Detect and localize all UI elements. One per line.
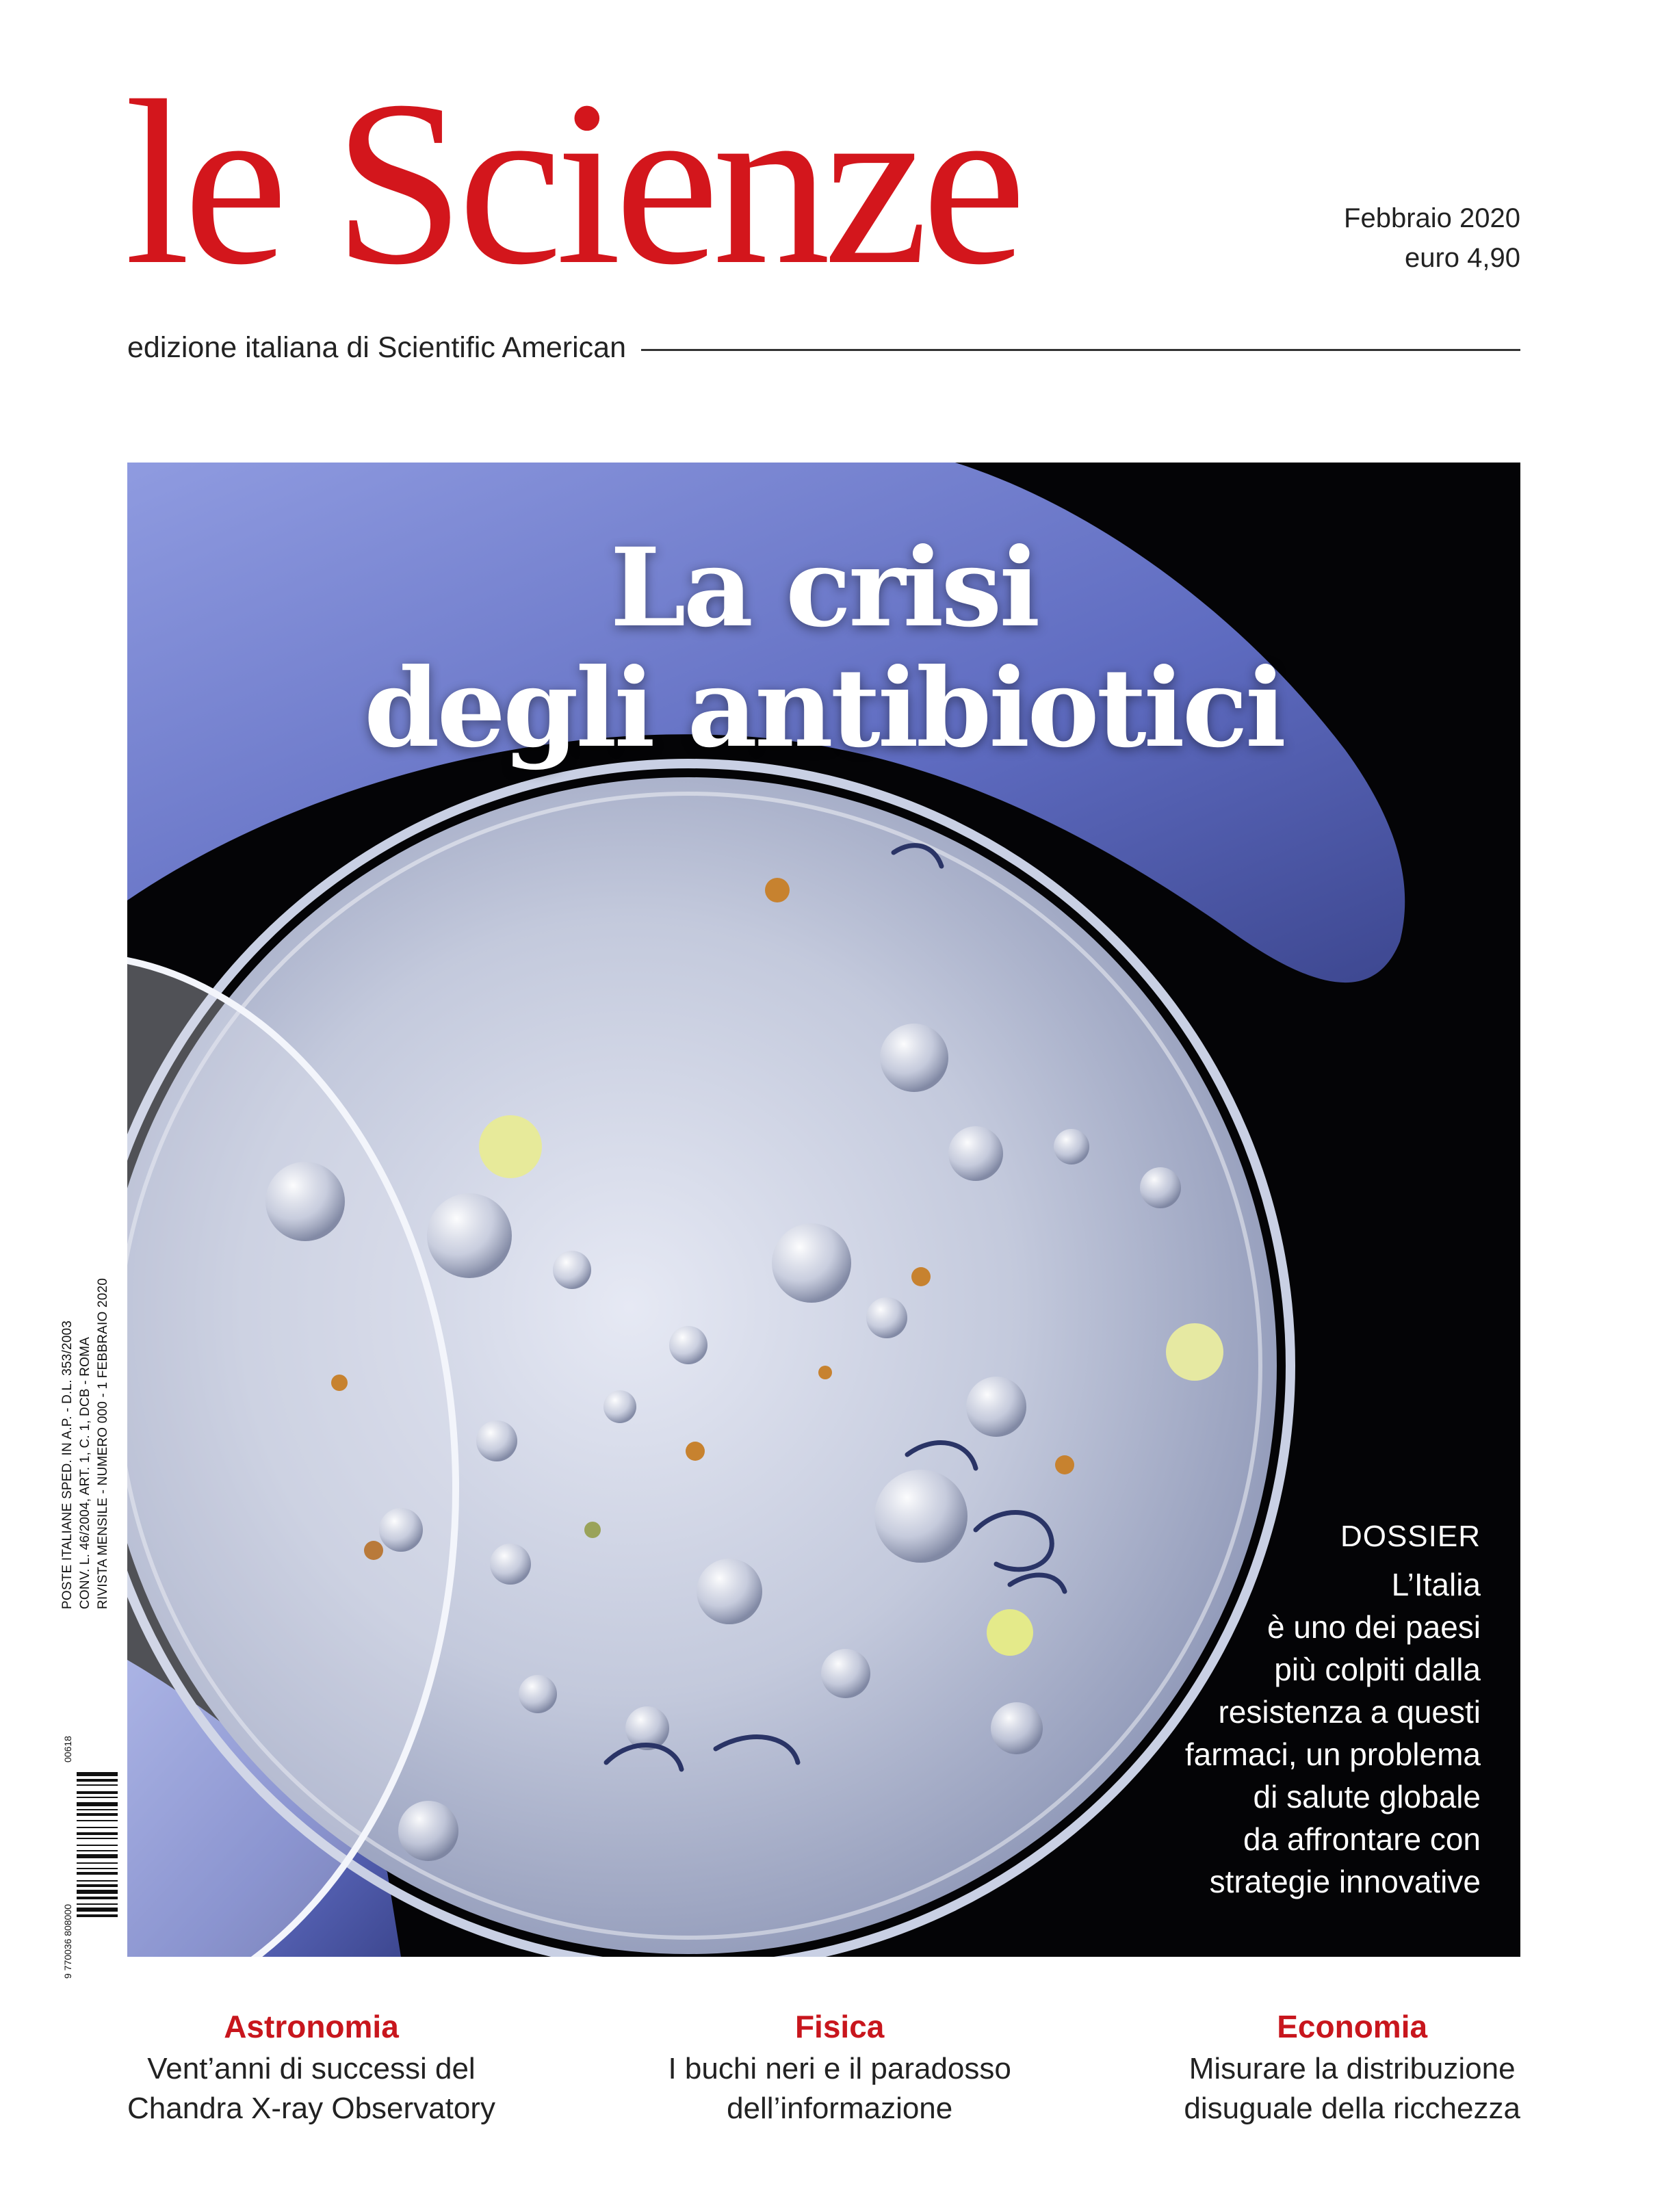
topic-fisica (668, 2008, 1011, 2129)
issue-price: euro 4,90 (1404, 243, 1520, 273)
issue-info (1344, 198, 1520, 278)
edition-tagline: edizione italiana di Scientific American (127, 331, 627, 364)
topic-text: Chandra X-ray Observatory (127, 2092, 495, 2125)
barcode-number: 9 770036 808000 (62, 1904, 73, 1979)
topic-text: dell’informazione (727, 2092, 953, 2125)
headline-line-1: La crisi (610, 525, 1038, 651)
topic-economia (1184, 2008, 1520, 2129)
tagline-row (127, 331, 1520, 365)
dossier-line: strategie innovative (1209, 1864, 1481, 1899)
topic-title: Economia (1277, 2009, 1428, 2044)
dossier-line: più colpiti dalla (1274, 1652, 1481, 1687)
topics-row (127, 2008, 1520, 2129)
dossier-line: farmaci, un problema (1184, 1736, 1481, 1772)
topic-text: I buchi neri e il paradosso (668, 2052, 1011, 2085)
dossier-text (1185, 1563, 1481, 1903)
headline-line-2: degli antibiotici (364, 645, 1284, 772)
dossier-block (1185, 1520, 1481, 1903)
dossier-line: resistenza a questi (1218, 1694, 1481, 1730)
postal-legal-text (59, 1253, 112, 1609)
legal-line: POSTE ITALIANE SPED. IN A.P. - D.L. 353/2003 (60, 1320, 75, 1609)
cover-photo (127, 463, 1520, 1957)
legal-line: CONV. L. 46/2004, ART. 1, C. 1, DCB - ROMA (78, 1336, 92, 1609)
topic-text: disuguale della ricchezza (1184, 2092, 1520, 2125)
dossier-line: L’Italia (1391, 1567, 1481, 1602)
dossier-label: DOSSIER (1340, 1520, 1481, 1553)
legal-line: RIVISTA MENSILE - NUMERO 000 - 1 FEBBRAIO 2020 (96, 1278, 110, 1609)
cover-headline (127, 525, 1520, 772)
magazine-logo: le Scienze (125, 52, 1020, 313)
topic-title: Fisica (794, 2009, 885, 2044)
dossier-line: da affrontare con (1243, 1821, 1481, 1857)
tagline-divider (641, 349, 1520, 351)
issue-date: Febbraio 2020 (1344, 203, 1520, 233)
topic-astronomia (127, 2008, 495, 2129)
dossier-line: di salute globale (1253, 1779, 1481, 1814)
topic-text: Vent’anni di successi del (147, 2052, 476, 2085)
barcode (62, 1724, 120, 1984)
barcode-addon: 00618 (62, 1736, 73, 1762)
dossier-line: è uno dei paesi (1267, 1609, 1481, 1645)
topic-title: Astronomia (224, 2009, 399, 2044)
topic-text: Misurare la distribuzione (1189, 2052, 1516, 2085)
